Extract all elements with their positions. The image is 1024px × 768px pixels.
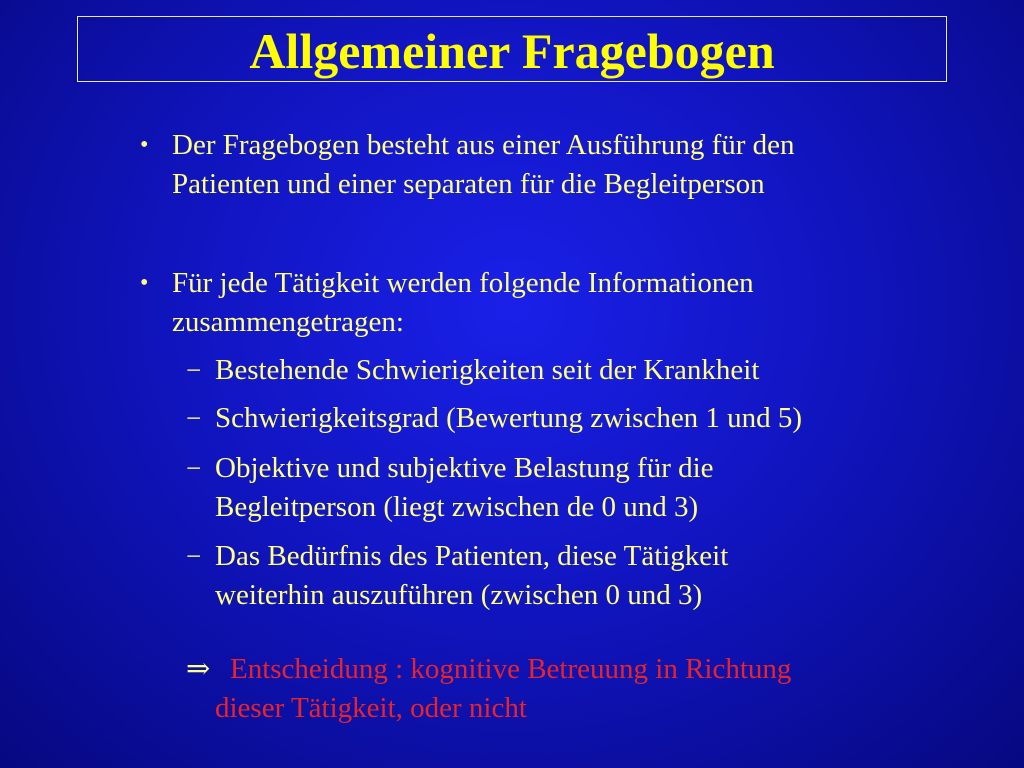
sub-marker: − — [186, 453, 202, 483]
sub-marker: − — [186, 355, 202, 385]
sub-marker: − — [186, 403, 202, 433]
bullet-2-line-2: zusammengetragen: — [172, 306, 404, 338]
sub-item-4-line-1: Das Bedürfnis des Patienten, diese Tätigkeit — [215, 540, 729, 572]
sub-item-2: Schwierigkeitsgrad (Bewertung zwischen 1 und 5) — [215, 402, 803, 434]
sub-item-3-line-2: Begleitperson (liegt zwischen de 0 und 3) — [215, 491, 699, 523]
bullet-1-line-2: Patienten und einer separaten für die Begleitperson — [172, 168, 765, 200]
sub-marker: − — [186, 541, 202, 571]
slide-title: Allgemeiner Fragebogen — [249, 23, 775, 79]
implies-arrow-icon: ⇒ — [186, 653, 211, 685]
sub-item-4-line-2: weiterhin auszuführen (zwischen 0 und 3) — [215, 579, 703, 611]
bullet-1-line-1: Der Fragebogen besteht aus einer Ausführung für den — [172, 129, 795, 161]
sub-item-3-line-1: Objektive und subjektive Belastung für die — [215, 452, 714, 484]
conclusion-line-1: Entscheidung : kognitive Betreuung in Richtung — [230, 653, 792, 685]
bullet-2-line-1: Für jede Tätigkeit werden folgende Informationen — [172, 267, 754, 299]
conclusion-line-2: dieser Tätigkeit, oder nicht — [215, 692, 527, 724]
bullet-marker: • — [140, 270, 149, 296]
sub-item-1: Bestehende Schwierigkeiten seit der Krankheit — [215, 354, 760, 386]
bullet-marker: • — [140, 132, 149, 158]
